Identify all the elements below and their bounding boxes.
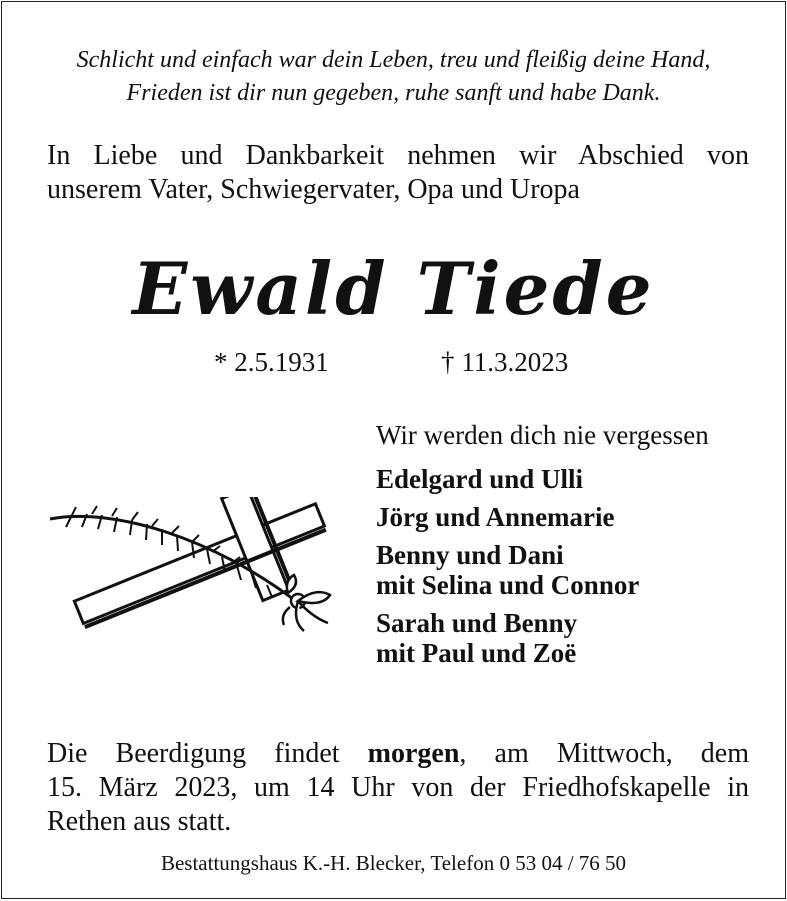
remembrance-line: Wir werden dich nie vergessen	[376, 420, 709, 450]
obituary-notice	[1, 1, 786, 899]
funeral-info	[47, 737, 749, 839]
family-line: mit Selina und Connor	[376, 570, 640, 600]
death-date: † 11.3.2023	[441, 347, 569, 377]
memorial-verse	[22, 44, 765, 110]
funeral-prefix: Die Beerdigung findet	[47, 738, 368, 769]
funeral-line-2: 15. März 2023, um 14 Uhr von der Friedhofskapelle in	[47, 772, 749, 803]
family-list	[376, 464, 639, 676]
family-line: Edelgard und Ulli	[376, 464, 584, 494]
intro-line-1: In Liebe und Dankbarkeit nehmen wir Abschied von	[47, 140, 749, 171]
family-line: Jörg und Annemarie	[376, 502, 615, 532]
verse-line-2: Frieden ist dir nun gegeben, ruhe sanft und habe Dank.	[126, 80, 661, 106]
family-group	[376, 608, 639, 668]
intro-line-2: unserem Vater, Schwiegervater, Opa und Uropa	[47, 174, 580, 205]
funeral-home-footer: Bestattungshaus K.-H. Blecker, Telefon 0 53 04 / 76 50	[160, 851, 627, 875]
family-line: Sarah und Benny	[376, 608, 578, 638]
funeral-line-1-rest: , am Mittwoch, dem	[459, 738, 749, 769]
family-group	[376, 540, 639, 600]
cross-with-palm-frond-icon	[42, 497, 342, 637]
funeral-emphasis: morgen	[367, 738, 460, 769]
birth-date: * 2.5.1931	[214, 347, 329, 377]
family-line: mit Paul und Zoë	[376, 638, 577, 668]
family-line: Benny und Dani	[376, 540, 564, 570]
funeral-line-1	[47, 737, 749, 771]
family-group	[376, 502, 639, 532]
family-group	[376, 464, 639, 494]
intro-text	[47, 139, 749, 207]
funeral-line-3: Rethen aus statt.	[47, 806, 232, 837]
deceased-name: Ewald Tiede	[132, 246, 655, 331]
verse-line-1: Schlicht und einfach war dein Leben, treu und fleißig deine Hand,	[76, 47, 711, 73]
